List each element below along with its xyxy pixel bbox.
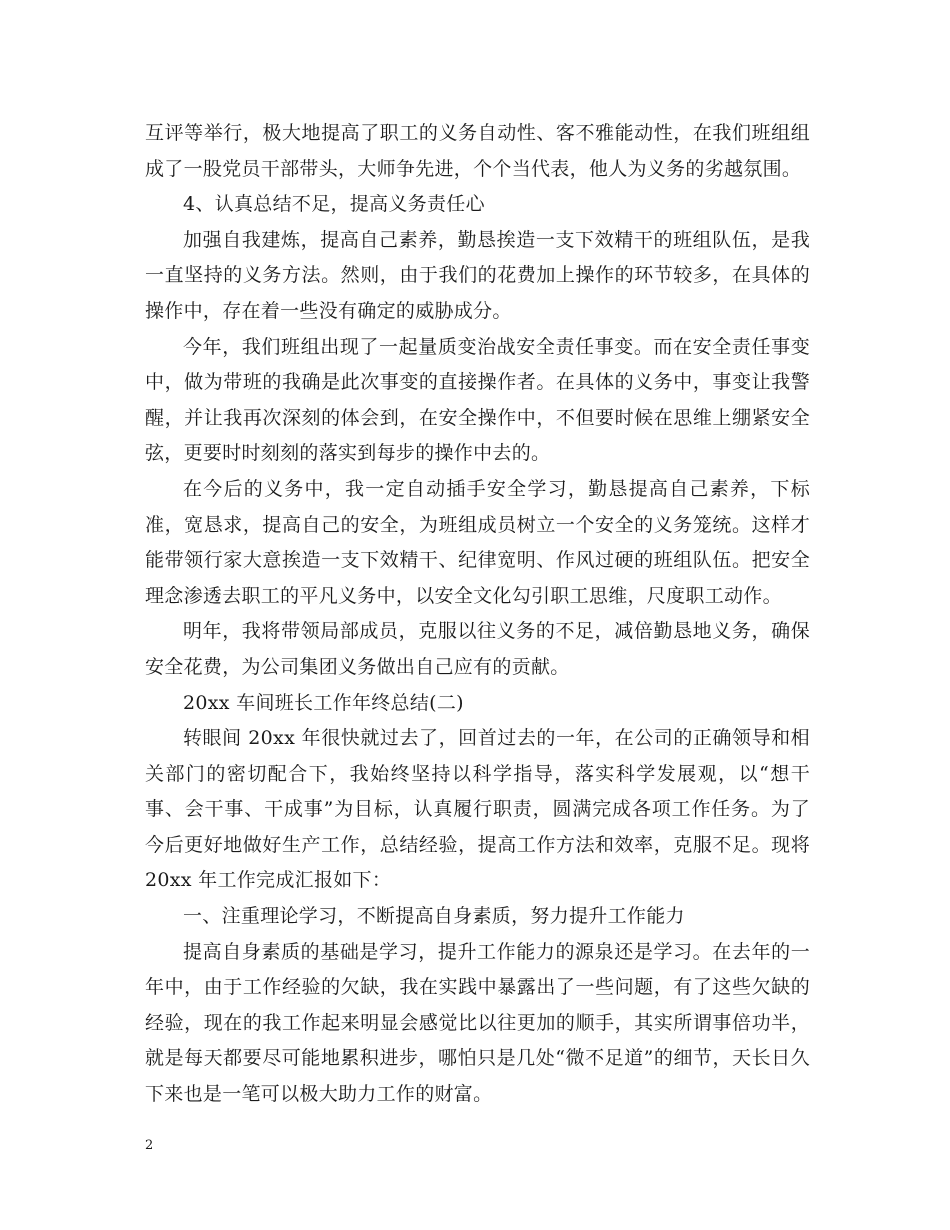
document-body (145, 116, 810, 1113)
paragraph-1: 互评等举行，极大地提高了职工的义务自动性、客不雅能动性，在我们班组组成了一股党员干部带头，大师争先进，个个当代表，他人为义务的劣越氛围。 (145, 122, 810, 180)
page-number: 2 (145, 1138, 154, 1153)
heading-4-summary-shortcomings: 4、认真总结不足，提高义务责任心 (183, 193, 485, 216)
paragraph-5: 在今后的义务中，我一定自动插手安全学习，勤恳提高自己素养，下标准，宽恳求，提高自己的安全，为班组成员树立一个安全的义务笼统。这样才能带领行家大意挨造一支下效精干、纪律宽明、作风过硬的班组队伍。把安全理念渗透去职工的平凡义务中，以安全文化勾引职工思维，尺度职工动作。 (145, 477, 810, 607)
paragraph-8: 转眼间 20xx 年很快就过去了，回首过去的一年，在公司的正确领导和相关部门的密切配合下，我始终坚持以科学指导，落实科学发展观，以“想干事、会干事、干成事”为目标，认真履行职责，圆满完成各项工作任务。为了今后更好地做好生产工作，总结经验，提高工作方法和效率，克服不足。现将 20xx 年工作完成汇报如下： (145, 727, 810, 892)
section-title-2: 20xx 车间班长工作年终总结(二) (183, 691, 464, 714)
heading-1-theory-study: 一、注重理论学习，不断提高自身素质，努力提升工作能力 (183, 905, 685, 928)
paragraph-6: 明年，我将带领局部成员，克服以往义务的不足，减倍勤恳地义务，确保安全花费，为公司集团义务做出自己应有的贡献。 (145, 620, 810, 678)
paragraph-10: 提高自身素质的基础是学习，提升工作能力的源泉还是学习。在去年的一年中，由于工作经验的欠缺，我在实践中暴露出了一些问题，有了这些欠缺的经验，现在的我工作起来明显会感觉比以往更加的顺手，其实所谓事倍功半，就是每天都要尽可能地累积进步，哪怕只是几处“微不足道”的细节，天长日久下来也是一笔可以极大助力工作的财富。 (145, 940, 810, 1106)
paragraph-3: 加强自我建炼，提高自己素养，勤恳挨造一支下效精干的班组队伍，是我一直坚持的义务方法。然则，由于我们的花费加上操作的环节较多，在具体的操作中，存在着一些没有确定的威胁成分。 (145, 228, 810, 322)
paragraph-4: 今年，我们班组出现了一起量质变治战安全责任事变。而在安全责任事变中，做为带班的我确是此次事变的直接操作者。在具体的义务中，事变让我警醒，并让我再次深刻的体会到，在安全操作中，不但要时候在思维上绷紧安全弦，更要时时刻刻的落实到每步的操作中去的。 (145, 335, 810, 465)
